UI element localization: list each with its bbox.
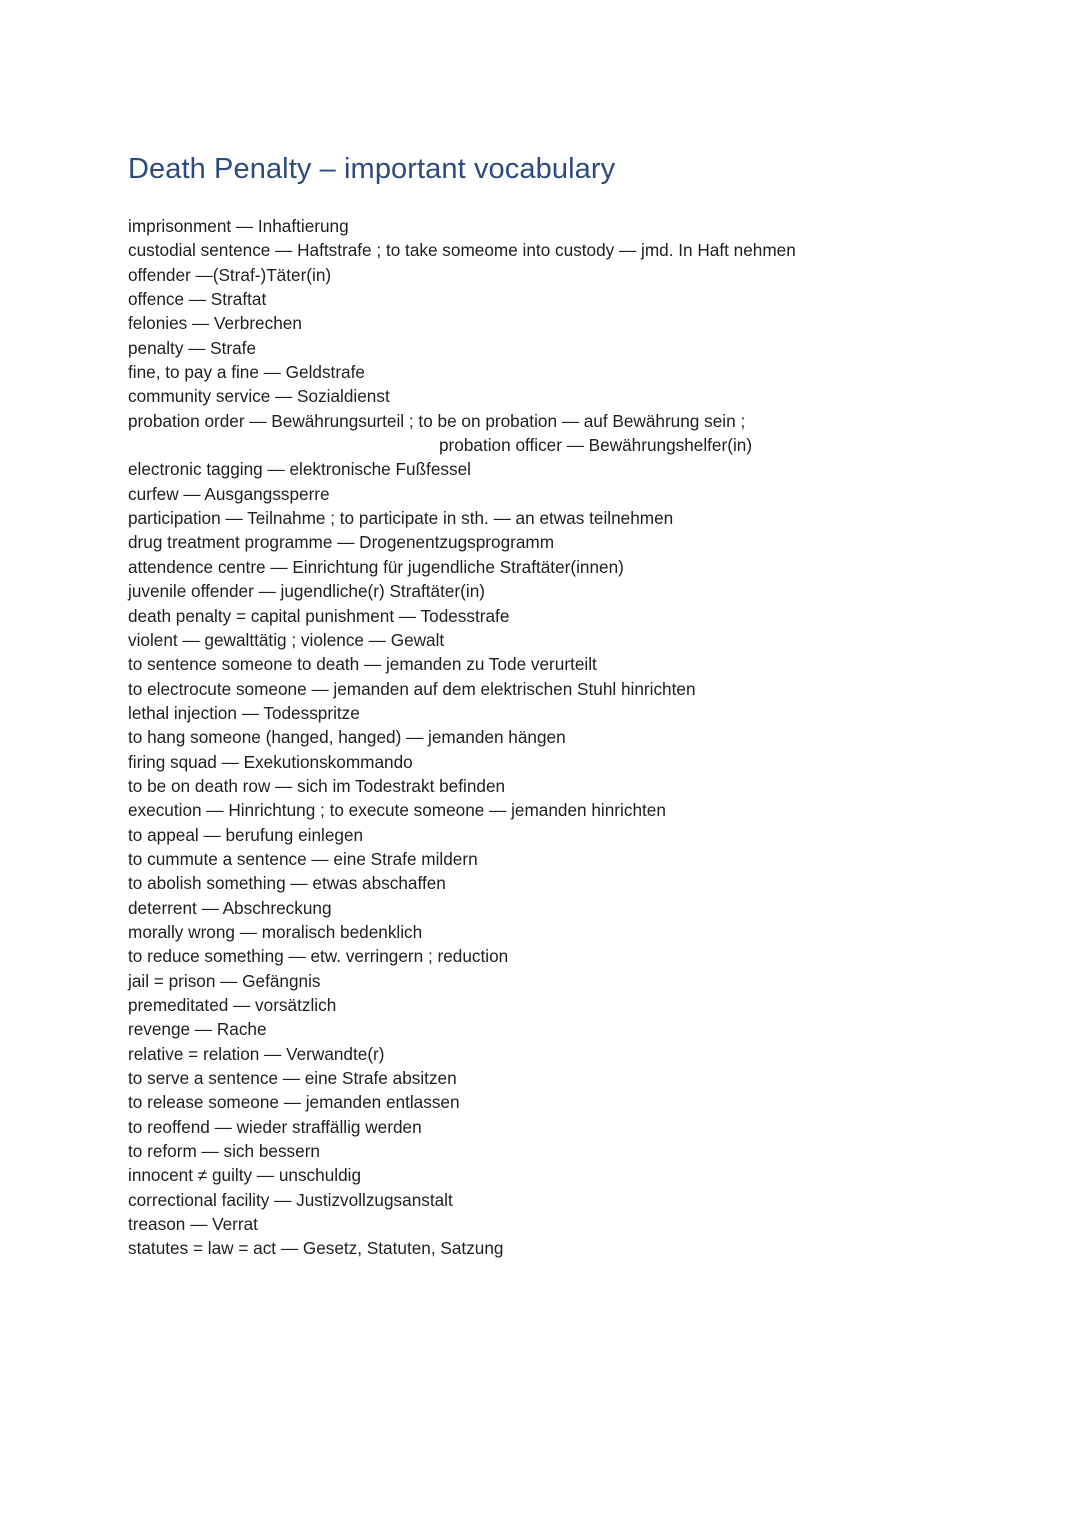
vocab-entry: penalty — Strafe <box>128 337 257 358</box>
vocab-entry: curfew — Ausgangssperre <box>128 483 330 504</box>
vocab-entry: jail = prison — Gefängnis <box>128 970 321 991</box>
vocab-entry: to cummute a sentence — eine Strafe mildern <box>128 848 478 869</box>
vocab-entry: to release someone — jemanden entlassen <box>128 1092 460 1113</box>
vocab-entry: deterrent — Abschreckung <box>128 897 332 918</box>
vocab-entry: probation order — Bewährungsurteil ; to be on probation — auf Bewährung sein ; <box>128 410 746 431</box>
vocab-entry: revenge — Rache <box>128 1019 267 1040</box>
vocab-entry: to appeal — berufung einlegen <box>128 824 364 845</box>
vocab-entry: felonies — Verbrechen <box>128 313 302 334</box>
vocab-entry: probation officer — Bewährungshelfer(in) <box>439 435 753 456</box>
vocab-entry: offence — Straftat <box>128 289 267 310</box>
vocab-entry: correctional facility — Justizvollzugsanstalt <box>128 1189 453 1210</box>
vocab-entry: to be on death row — sich im Todestrakt befinden <box>128 775 506 796</box>
vocab-entry: firing squad — Exekutionskommando <box>128 751 413 772</box>
page-title: Death Penalty – important vocabulary <box>128 153 616 185</box>
vocab-entry: offender —(Straf-)Täter(in) <box>128 264 332 285</box>
vocab-entry: juvenile offender — jugendliche(r) Straftäter(in) <box>128 581 485 602</box>
vocab-entry: to abolish something — etwas abschaffen <box>128 873 446 894</box>
vocab-entry: innocent ≠ guilty — unschuldig <box>128 1165 362 1186</box>
vocab-entry: fine, to pay a fine — Geldstrafe <box>128 362 365 383</box>
document-page <box>128 150 1028 1261</box>
vocab-entry: execution — Hinrichtung ; to execute someone — jemanden hinrichten <box>128 800 666 821</box>
vocab-entry: to electrocute someone — jemanden auf dem elektrischen Stuhl hinrichten <box>128 678 696 699</box>
vocab-entry: death penalty = capital punishment — Todesstrafe <box>128 605 510 626</box>
vocab-entry: imprisonment — Inhaftierung <box>128 216 349 236</box>
vocab-entry: premeditated — vorsätzlich <box>128 995 337 1015</box>
vocab-entry: to serve a sentence — eine Strafe absitzen <box>128 1068 457 1089</box>
vocab-entry: violent — gewalttätig ; violence — Gewalt <box>128 629 445 650</box>
vocab-entry: lethal injection — Todesspritze <box>128 702 360 723</box>
vocab-entry: to hang someone (hanged, hanged) — jemanden hängen <box>128 727 566 748</box>
vocabulary-list <box>128 214 1028 1261</box>
vocab-entry: to reoffend — wieder straffällig werden <box>128 1116 422 1137</box>
vocab-entry: drug treatment programme — Drogenentzugsprogramm <box>128 532 555 553</box>
vocab-entry: treason — Verrat <box>128 1214 258 1235</box>
vocab-entry: statutes = law = act — Gesetz, Statuten, Satzung <box>128 1238 504 1259</box>
vocab-entry: electronic tagging — elektronische Fußfessel <box>128 459 471 480</box>
vocab-entry: to sentence someone to death — jemanden zu Tode verurteilt <box>128 654 597 675</box>
vocab-entry: relative = relation — Verwandte(r) <box>128 1043 385 1064</box>
vocab-entry: community service — Sozialdienst <box>128 386 390 407</box>
vocab-entry: to reform — sich bessern <box>128 1141 320 1162</box>
vocab-entry: participation — Teilnahme ; to participate in sth. — an etwas teilnehmen <box>128 508 674 529</box>
vocab-entry: morally wrong — moralisch bedenklich <box>128 921 423 942</box>
vocab-entry: custodial sentence — Haftstrafe ; to take someome into custody — jmd. In Haft nehmen <box>128 240 796 261</box>
vocab-entry: attendence centre — Einrichtung für jugendliche Straftäter(innen) <box>128 556 624 577</box>
vocab-entry: to reduce something — etw. verringern ; reduction <box>128 946 509 967</box>
